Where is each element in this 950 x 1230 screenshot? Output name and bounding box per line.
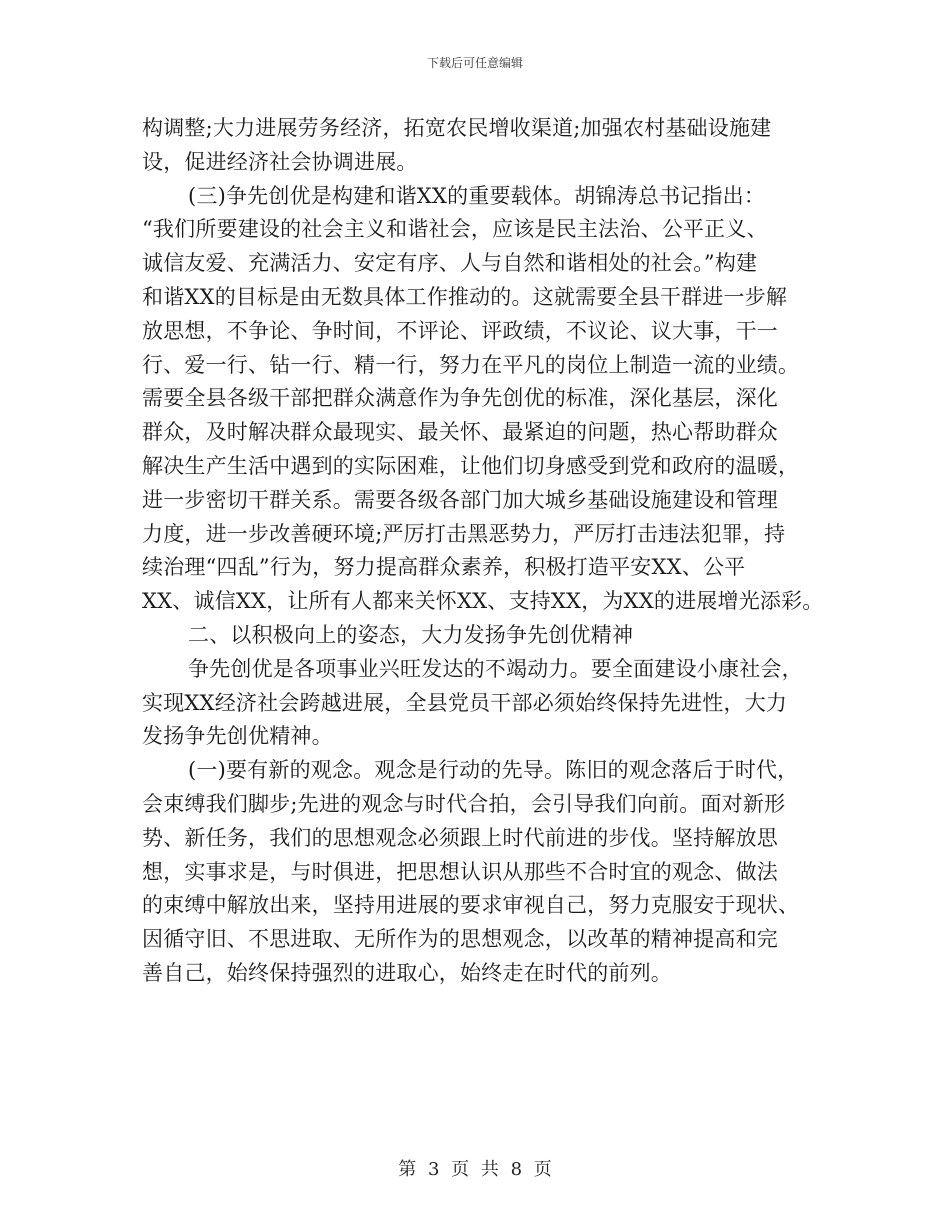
text-line: 需要全县各级干部把群众满意作为争先创优的标准，深化基层，深化	[142, 386, 778, 411]
document-body	[142, 112, 822, 991]
text-line: 续治理“四乱”行为，努力提高群众素养，积极打造平安XX、公平	[142, 555, 746, 580]
page-number-footer: 第 3 页 共 8 页	[398, 1159, 552, 1180]
text-line: 发扬争先创优精神。	[142, 724, 333, 749]
text-line: 实现XX经济社会跨越进展，全县党员干部必须始终保持先进性，大力	[142, 690, 788, 715]
paragraph-start-line: 争先创优是各项事业兴旺发达的不竭动力。要全面建设小康社会，	[188, 656, 803, 681]
text-line: 行、爱一行、钻一行、精一行，努力在平凡的岗位上制造一流的业绩。	[142, 352, 800, 377]
text-line: 构调整;大力进展劳务经济，拓宽农民增收渠道;加强农村基础设施建	[142, 116, 772, 140]
page-header-note: 下载后可任意编辑	[426, 56, 523, 70]
text-line: 诚信友爱、充满活力、安定有序、人与自然和谐相处的社会。”构建	[142, 251, 758, 276]
text-line: 善自己，始终保持强烈的进取心，始终走在时代的前列。	[142, 960, 672, 985]
text-line: 的束缚中解放出来，坚持用进展的要求审视自己，努力克服安于现状、	[142, 893, 800, 918]
text-line: 设，促进经济社会协调进展。	[142, 149, 418, 174]
section-heading: 二、以积极向上的姿态，大力发扬争先创优精神	[188, 622, 634, 647]
paragraph-start-line: (三)争先创优是构建和谐XX的重要载体。胡锦涛总书记指出：	[188, 183, 766, 208]
text-line: 群众，及时解决群众最现实、最关怀、最紧迫的问题，热心帮助群众	[142, 420, 778, 445]
text-line: 因循守旧、不思进取、无所作为的思想观念，以改革的精神提高和完	[142, 927, 778, 952]
text-line: 进一步密切干群关系。需要各级各部门加大城乡基础设施建设和管理	[142, 487, 778, 512]
text-line: “我们所要建设的社会主义和谐社会，应该是民主法治、公平正义、	[142, 217, 768, 242]
text-line: 想，实事求是，与时俱进，把思想认识从那些不合时宜的观念、做法	[142, 859, 778, 884]
text-line: XX、诚信XX，让所有人都来关怀XX、支持XX，为XX的进展增光添彩。	[142, 589, 824, 614]
text-line: 会束缚我们脚步;先进的观念与时代合拍，会引导我们向前。面对新形	[142, 791, 786, 816]
text-line: 力度，进一步改善硬环境;严厉打击黑恶势力，严厉打击违法犯罪，持	[142, 521, 786, 546]
text-line: 解决生产生活中遇到的实际困难，让他们切身感受到党和政府的温暖，	[142, 453, 800, 478]
text-line: 放思想，不争论、争时间，不评论、评政绩，不议论、议大事，干一	[142, 318, 778, 343]
text-line: 和谐XX的目标是由无数具体工作推动的。这就需要全县干群进一步解	[142, 284, 788, 309]
paragraph-start-line: (一)要有新的观念。观念是行动的先导。陈旧的观念落后于时代，	[188, 758, 799, 783]
text-line: 势、新任务，我们的思想观念必须跟上时代前进的步伐。坚持解放思	[142, 825, 778, 850]
